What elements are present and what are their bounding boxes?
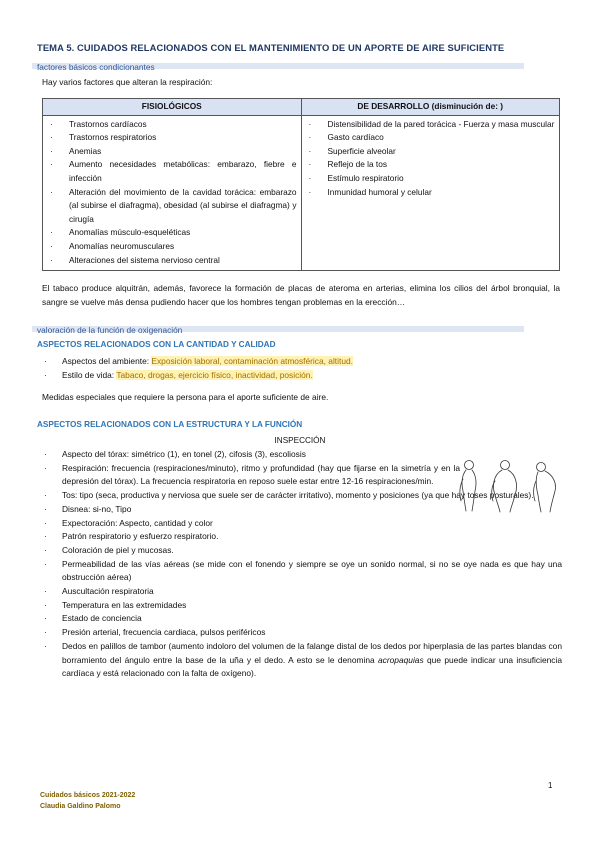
col-header-fisiologicos: FISIOLÓGICOS: [43, 99, 302, 116]
list-item: · Temperatura en las extremidades: [42, 599, 562, 613]
ambiente-list: [42, 355, 562, 382]
list-item: · Alteración del movimiento de la cavidad torácica: embarazo (al subirse el diafragma), obesidad (al subirse el diafragma) y cirugía: [47, 186, 297, 227]
list-item: · Expectoración: Aspecto, cantidad y color: [42, 517, 562, 531]
list-item: [42, 369, 562, 383]
vida-label: Estilo de vida:: [62, 369, 117, 380]
list-item: [42, 355, 562, 369]
list-item: · Tos: tipo (seca, productiva y nerviosa que suele ser de carácter irritativo), momento y posiciones (ya que hay toses posturales).: [42, 489, 562, 503]
desarrollo-cell: [301, 115, 560, 271]
thorax-shapes-illustration: [455, 457, 563, 513]
list-item: · Distensibilidad de la pared torácica - Fuerza y masa muscular: [306, 118, 556, 132]
fisiologicos-cell: [43, 115, 302, 271]
list-item: · Alteraciones del sistema nervioso central: [47, 254, 297, 268]
document-title: TEMA 5. CUIDADOS RELACIONADOS CON EL MANTENIMIENTO DE UN APORTE DE AIRE SUFICIENTE: [37, 42, 505, 53]
tabaco-paragraph: El tabaco produce alquitrán, además, favorece la formación de placas de ateroma en arterias, elimina los cilios del árbol bronquial, la sangre se vuelve más densa pudiendo hacer que los hombres tengan problemas en la erección…: [42, 283, 560, 307]
list-item: · Anemias: [47, 145, 297, 159]
footer-author: Claudia Galdino Palomo: [40, 803, 121, 810]
list-item: · Aspecto del tórax: simétrico (1), en tonel (2), cifosis (3), escoliosis: [42, 448, 562, 462]
list-item: · Patrón respiratorio y esfuerzo respiratorio.: [42, 530, 562, 544]
vida-value: Tabaco, drogas, ejercicio físico, inactividad, posición.: [116, 369, 313, 380]
dedos-text: Dedos en palillos de tambor (aumento indoloro del volumen de la falange distal de los dedos por hiperplasia de las partes blandas con borramiento del ángulo entre la base de la uña y el dedo. A esto se le denomina: [62, 640, 562, 665]
list-item: · Auscultación respiratoria: [42, 585, 562, 599]
heading-estructura-funcion: ASPECTOS RELACIONADOS CON LA ESTRUCTURA Y LA FUNCIÓN: [37, 420, 303, 429]
acropaquias-term: acropaquias: [378, 654, 424, 665]
factors-table: [42, 98, 560, 271]
list-item: · Reflejo de la tos: [306, 158, 556, 172]
intro-text: Hay varios factores que alteran la respiración:: [42, 77, 213, 87]
list-item: · Estado de conciencia: [42, 612, 562, 626]
list-item: · Disnea: si-no, Tipo: [42, 503, 562, 517]
list-item: · Presión arterial, frecuencia cardiaca, pulsos periféricos: [42, 626, 562, 640]
list-item: · Superficie alveolar: [306, 145, 556, 159]
list-item: · Trastornos respiratorios: [47, 131, 297, 145]
list-item: · Coloración de piel y mucosas.: [42, 544, 562, 558]
ambiente-label: Aspectos del ambiente:: [62, 356, 152, 366]
list-item: · Trastornos cardíacos: [47, 118, 297, 132]
list-item: · Aumento necesidades metabólicas: embarazo, fiebre e infección: [47, 158, 297, 185]
medidas-text: Medidas especiales que requiere la persona para el aporte suficiente de aire.: [42, 392, 329, 402]
page-number: 1: [548, 781, 553, 790]
list-item: · Permeabilidad de las vías aéreas (se mide con el fonendo y siempre se oye un sonido normal, si no se oye nada es que hay una obstrucción aérea): [42, 558, 562, 585]
heading-cantidad-calidad: ASPECTOS RELACIONADOS CON LA CANTIDAD Y CALIDAD: [37, 340, 276, 349]
ambiente-value: Exposición laboral, contaminación atmosférica, altitud.: [151, 356, 353, 366]
section-title-valoracion: valoración de la función de oxigenación: [37, 325, 183, 335]
list-item: · Anomalías neuromusculares: [47, 240, 297, 254]
list-item: · Inmunidad humoral y celular: [306, 186, 556, 200]
list-item: · Gasto cardíaco: [306, 131, 556, 145]
col-header-desarrollo: DE DESARROLLO (disminución de: ): [301, 99, 560, 116]
list-item: · Estímulo respiratorio: [306, 172, 556, 186]
section-title-factores: factores básicos condicionantes: [37, 62, 155, 72]
footer-course: Cuidados básicos 2021-2022: [40, 792, 136, 799]
dedos-text-end: que puede indicar una insuficiencia cardíaca y está relacionado con la falta de oxígeno).: [62, 654, 562, 679]
list-item: · Anomalías músculo-esqueléticas: [47, 226, 297, 240]
inspeccion-title: INSPECCIÓN: [274, 436, 326, 445]
list-item: · Respiración: frecuencia (respiraciones/minuto), ritmo y profundidad (hay que fijarse en la simetría y en la depresión del tórax). La frecuencia respiratoria en reposo suele estar entre 12-16 respiraciones/min.: [42, 462, 460, 489]
list-item: [42, 640, 562, 681]
